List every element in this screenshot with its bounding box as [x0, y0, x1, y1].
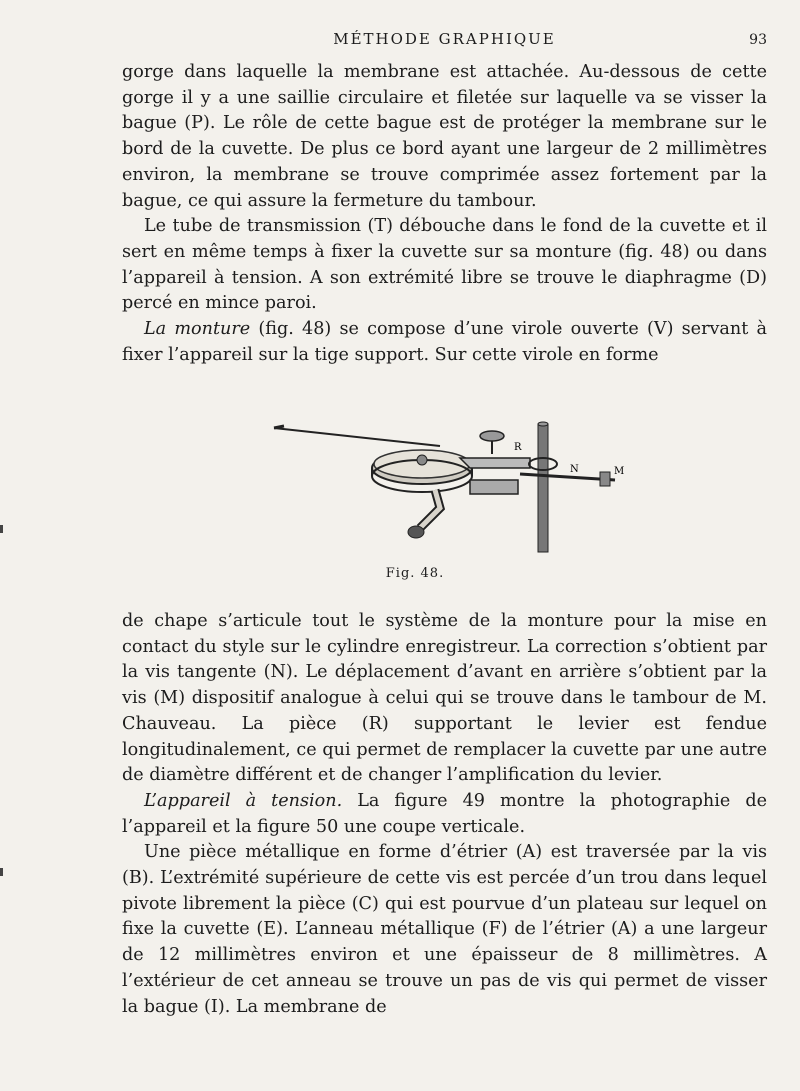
- paragraph: [122, 214, 767, 317]
- paragraph-lead: La monture: [144, 319, 251, 340]
- paragraph-text: Une pièce métallique en forme d’étrier (A) est traversée par la vis (B). L’extrémité supérieure de cette vis est percée d’un trou dans lequel pivote librement la pièce (C) qui est pourvue d’un plateau sur lequel on fixe la cuvette (E). L’anneau métallique (F) de l’étrier (A) a une largeur de 12 millimètres environ et une épaisseur de 8 millimètres. A l’extérieur de cet anneau se trouve un pas de vis qui permet de visser la bague (I). La membrane de: [122, 842, 767, 1017]
- figure-48-illustration: [270, 416, 630, 556]
- label-m: M: [614, 466, 625, 477]
- paragraph-text: Le tube de transmission (T) débouche dans le fond de la cuvette et il sert en même temps à fixer la cuvette sur sa monture (fig. 48) ou dans l’appareil à tension. A son extrémité libre se trouve le diaphragme (D) percé en mince paroi.: [122, 216, 767, 314]
- figure-caption-text: Fig. 48.: [385, 566, 445, 581]
- margin-mark: [0, 868, 3, 876]
- paragraph-text: de chape s’articule tout le système de la monture pour la mise en contact du style sur le cylindre enregistreur. La correction s’obtient par la vis tangente (N). Le déplacement d’avant en arrière s’obtient par la vis (M) dispositif analogue à celui qui se trouve dans le tambour de M. Chauveau. La pièce (R) supportant le levier est fendue longitudinalement, ce qui permet de remplacer la cuvette par une autre de diamètre différent et de changer l’amplification du levier.: [122, 611, 767, 786]
- text-block-top: [122, 60, 767, 368]
- page-header: [122, 28, 767, 52]
- paragraph-text: La figure 49 montre la photographie de l’appareil et la figure 50 une coupe verticale.: [122, 790, 768, 837]
- page-number: 93: [749, 32, 767, 48]
- paragraph: [122, 789, 767, 840]
- text-block-bottom: [122, 609, 767, 1020]
- stylus-lever: [274, 428, 440, 446]
- margin-mark: [0, 525, 3, 533]
- thumb-wheel: [480, 431, 504, 441]
- label-r: R: [514, 442, 522, 453]
- figure-caption: [0, 566, 800, 581]
- paragraph-text: gorge dans laquelle la membrane est attachée. Au-dessous de cette gorge il y a une saillie circulaire et filetée sur laquelle va se visser la bague (P). Le rôle de cette bague est de protéger la membrane sur le bord de la cuvette. De plus ce bord ayant une largeur de 2 millimètres environ, la membrane se trouve comprimée assez fortement par la bague, ce qui assure la fermeture du tambour.: [122, 62, 767, 211]
- paragraph: [122, 609, 767, 789]
- support-arm: [460, 458, 530, 468]
- support-rod: [538, 424, 548, 552]
- paragraph: [122, 317, 767, 368]
- paragraph-text: (fig. 48) se compose d’une virole ouverte (V) servant à fixer l’appareil sur la tige support. Sur cette virole en forme: [122, 319, 767, 365]
- running-title: MÉTHODE GRAPHIQUE: [333, 30, 556, 48]
- paragraph: [122, 840, 767, 1020]
- paragraph-lead: L’appareil à tension.: [144, 790, 343, 811]
- lever-drum-engraving: [270, 416, 630, 556]
- label-n: N: [570, 464, 579, 475]
- paragraph: [122, 60, 767, 214]
